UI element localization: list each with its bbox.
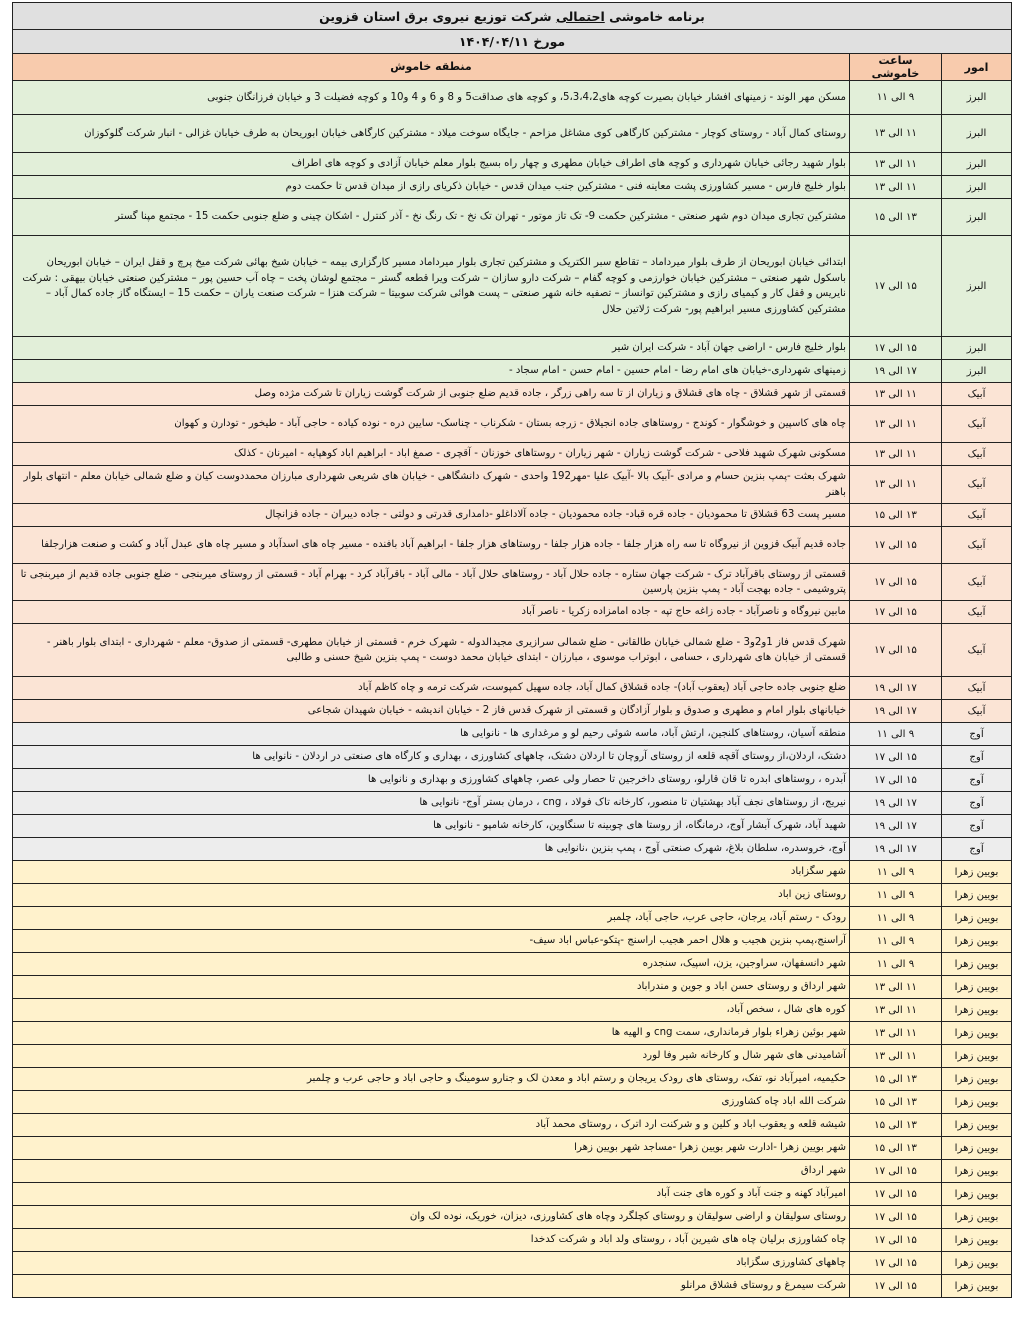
table-row — [13, 406, 1012, 443]
cell-omur: آوج — [942, 792, 1012, 815]
cell-omur: بویین زهرا — [942, 930, 1012, 953]
table-row — [13, 953, 1012, 976]
table-row — [13, 153, 1012, 176]
table-row — [13, 884, 1012, 907]
cell-area: آراسنج،پمپ بنزین هجیب و هلال احمر هجیب اراسنج -پتکو-عباس اباد سیف- — [13, 930, 850, 953]
table-row — [13, 1160, 1012, 1183]
cell-area: آشامیدنی های شهر شال و کارخانه شیر وفا لورد — [13, 1045, 850, 1068]
cell-omur: آبیک — [942, 564, 1012, 601]
cell-omur: آوج — [942, 769, 1012, 792]
table-row — [13, 443, 1012, 466]
table-row — [13, 1114, 1012, 1137]
table-row — [13, 1045, 1012, 1068]
cell-time: ۱۵ الی ۱۷ — [850, 1229, 942, 1252]
cell-time: ۱۷ الی ۱۹ — [850, 677, 942, 700]
cell-omur: آوج — [942, 815, 1012, 838]
cell-time: ۱۱ الی ۱۳ — [850, 406, 942, 443]
table-row — [13, 1183, 1012, 1206]
cell-area: رودک - رستم آباد، یرجان، حاجی عرب، حاجی آباد، چلمبر — [13, 907, 850, 930]
cell-time: ۱۳ الی ۱۵ — [850, 504, 942, 527]
cell-time: ۱۱ الی ۱۳ — [850, 466, 942, 504]
title-suffix: شرکت توزیع نیروی برق استان قزوین — [319, 8, 556, 24]
cell-area: مسکونی شهرک شهید فلاحی - شرکت گوشت زیاران - شهر زیاران - روستاهای خوزنان - آقچری - صمغ اباد - ابراهیم اباد کوهپایه - امیرنان - کذلک — [13, 443, 850, 466]
header-omur: امور — [942, 54, 1012, 81]
cell-time: ۱۵ الی ۱۷ — [850, 1252, 942, 1275]
table-row — [13, 999, 1012, 1022]
cell-time: ۱۵ الی ۱۷ — [850, 1206, 942, 1229]
cell-time: ۱۱ الی ۱۳ — [850, 176, 942, 199]
cell-omur: بویین زهرا — [942, 1022, 1012, 1045]
cell-area: کوره های شال ، سخص آباد، — [13, 999, 850, 1022]
cell-omur: البرز — [942, 199, 1012, 236]
cell-time: ۱۷ الی ۱۹ — [850, 838, 942, 861]
cell-time: ۱۱ الی ۱۳ — [850, 443, 942, 466]
cell-omur: آبیک — [942, 677, 1012, 700]
cell-omur: بویین زهرا — [942, 1114, 1012, 1137]
cell-area: شهر ارداق و روستای حسن اباد و جوین و مندراباد — [13, 976, 850, 999]
cell-omur: آبیک — [942, 504, 1012, 527]
cell-time: ۱۷ الی ۱۹ — [850, 700, 942, 723]
cell-area: نیریج، از روستاهای نجف آباد بهشتیان تا منصور، کارخانه تاک فولاد ، cng ، درمان بستر آوج- نانوایی ها — [13, 792, 850, 815]
cell-time: ۱۵ الی ۱۷ — [850, 624, 942, 677]
cell-omur: بویین زهرا — [942, 1206, 1012, 1229]
table-row — [13, 1068, 1012, 1091]
document-title — [13, 3, 1012, 30]
cell-time: ۱۱ الی ۱۳ — [850, 976, 942, 999]
table-row — [13, 677, 1012, 700]
cell-omur: بویین زهرا — [942, 1045, 1012, 1068]
cell-area: مابین نیروگاه و ناصرآباد - جاده زاغه حاج تپه - جاده امامزاده زکریا - ناصر آباد — [13, 601, 850, 624]
table-row — [13, 624, 1012, 677]
cell-omur: بویین زهرا — [942, 884, 1012, 907]
cell-area: ابتدائی خیابان ابوریحان از طرف بلوار میرداماد – تقاطع سبر الکتریک و مشترکین تجاری بلوار میرداماد مسیر کارگزاری بیمه – خیابان شیخ بهائی شرکت میخ پرچ و قفل ایران – خیابان ابوریحان باسکول شهر صنعتی – مشترکین خیابان خوارزمی و کوچه گفام – شرکت دارو سازان – شرکت ویرا قطعه گستر – مجتمع لوشان پخت – چاه آب حسین پور – مشترکین صنعتی خیابان بیهقی : شرکت نایریس و قفل کار و کیمیای رازی و مشترکین توانساز – تصفیه خانه شهر صنعتی – پست هوائی شرکت سوبیتا – شرکت هنزا – شرکت صنعت یاران – حکمت 15 – ایستگاه گاز جاده کمال آباد – مشترکین کشاورزی مسیر ابراهیم پور- شرکت ژلاتین حلال — [13, 236, 850, 337]
cell-time: ۱۷ الی ۱۹ — [850, 815, 942, 838]
cell-time: ۱۳ الی ۱۵ — [850, 1068, 942, 1091]
cell-area: چاه های کاسپین و خوشگوار - کوندج - روستاهای جاده انجیلاق - زرجه بستان - شکرناب - چناسک- سایین دره - نوده کیاده - حاجی آباد - طیخور - تودارن و کهوان — [13, 406, 850, 443]
cell-time: ۱۳ الی ۱۵ — [850, 1091, 942, 1114]
cell-omur: بویین زهرا — [942, 1160, 1012, 1183]
table-row — [13, 1091, 1012, 1114]
cell-area: شهر بوئین زهراء بلوار فرمانداری، سمت cng و الهیه ها — [13, 1022, 850, 1045]
cell-omur: بویین زهرا — [942, 907, 1012, 930]
table-row — [13, 601, 1012, 624]
cell-time: ۱۵ الی ۱۷ — [850, 236, 942, 337]
table-row — [13, 337, 1012, 360]
cell-time: ۱۵ الی ۱۷ — [850, 601, 942, 624]
cell-time: ۱۳ الی ۱۵ — [850, 199, 942, 236]
document-date: مورخ ۱۴۰۴/۰۴/۱۱ — [13, 30, 1012, 54]
cell-time: ۹ الی ۱۱ — [850, 930, 942, 953]
cell-area: ضلع جنوبی جاده حاجی آباد (یعقوب آباد)- جاده قشلاق کمال آباد، جاده سهیل کمپوست، شرکت ترمه و چاه کاظم آباد — [13, 677, 850, 700]
cell-omur: آبیک — [942, 601, 1012, 624]
cell-time: ۹ الی ۱۱ — [850, 953, 942, 976]
table-row — [13, 815, 1012, 838]
table-row — [13, 746, 1012, 769]
table-row — [13, 527, 1012, 564]
cell-area: شهر دانسفهان، سراوجین، یزن، اسپیک، سنجدره — [13, 953, 850, 976]
cell-area: شهر بویین زهرا -ادارت شهر بویین زهرا -مساجد شهر بویین زهرا — [13, 1137, 850, 1160]
cell-area: بلوار شهید رجائی خیابان شهرداری و کوچه های اطراف خیابان مطهری و چهار راه بسیج بلوار معلم خیابان آزادی و کوچه های اطراف — [13, 153, 850, 176]
cell-time: ۱۳ الی ۱۵ — [850, 1114, 942, 1137]
table-row — [13, 1275, 1012, 1298]
cell-time: ۹ الی ۱۱ — [850, 861, 942, 884]
cell-omur: بویین زهرا — [942, 1183, 1012, 1206]
cell-time: ۱۱ الی ۱۳ — [850, 999, 942, 1022]
cell-area: مشترکین تجاری میدان دوم شهر صنعتی - مشترکین حکمت 9- تک تاز موتور - تهران تک نخ - تک رنگ نخ - آذر کنترل - اشکان چینی و ضلع جنوبی حکمت 15 - مجتمع مپنا گستر — [13, 199, 850, 236]
cell-omur: البرز — [942, 337, 1012, 360]
cell-area: منطقه آسیان، روستاهای کلنجین، ارتش آباد، ماسه شوئی رحیم لو و مرغداری ها - نانوایی ها — [13, 723, 850, 746]
cell-omur: بویین زهرا — [942, 1091, 1012, 1114]
cell-area: بلوار خلیج فارس - مسیر کشاورزی پشت معاینه فنی - مشترکین جنب میدان قدس - خیابان ذکریای رازی از میدان قدس تا حکمت دوم — [13, 176, 850, 199]
table-row — [13, 1206, 1012, 1229]
table-row — [13, 723, 1012, 746]
cell-time: ۱۳ الی ۱۵ — [850, 1137, 942, 1160]
cell-omur: البرز — [942, 115, 1012, 153]
cell-area: چاه کشاورزی برلیان چاه های شیرین آباد ، روستای ولد اباد و شرکت کدخدا — [13, 1229, 850, 1252]
cell-omur: آبیک — [942, 527, 1012, 564]
table-row — [13, 176, 1012, 199]
cell-omur: آبیک — [942, 383, 1012, 406]
cell-area: آبدره ، روستاهای ابدره تا قان قارلو، روستای داخرجین تا حصار ولی عصر، چاههای کشاورزی و بهداری و نانوایی ها — [13, 769, 850, 792]
cell-omur: بویین زهرا — [942, 1229, 1012, 1252]
cell-omur: البرز — [942, 153, 1012, 176]
cell-area: چاههای کشاورزی سگزاباد — [13, 1252, 850, 1275]
table-row — [13, 236, 1012, 337]
cell-area: شهرک قدس فاز 1و2و3 - ضلع شمالی خیابان طالقانی - ضلع شمالی سرازیری مجیدالدوله - شهرک خرم - قسمتی از خیابان مطهری- قسمتی از صدوق- معلم - شهرداری - ابتدای بلوار باهنر - قسمتی از خیابان های شهرداری ، حسامی ، ابوتراب موسوی ، مبارزان - ابتدای خیابان محمد دوست - پمپ بنزین شیخ حسنی و طالبی — [13, 624, 850, 677]
table-row — [13, 199, 1012, 236]
table-row — [13, 115, 1012, 153]
cell-area: شهید آباد، شهرک آبشار آوج، درمانگاه، از روستا های چوبینه تا سنگاوین، کارخانه شامپو - نانوایی ها — [13, 815, 850, 838]
column-header-row — [13, 54, 1012, 81]
cell-area: روستای کمال آباد - روستای کوچار - مشترکین کارگاهی کوی مشاغل مزاحم - جایگاه سوخت میلاد - مشترکین کارگاهی خیابان ابوریحان به طرف خیابان غزالی - انبار شرکت گلوکوزان — [13, 115, 850, 153]
cell-omur: آبیک — [942, 406, 1012, 443]
cell-time: ۱۱ الی ۱۳ — [850, 1045, 942, 1068]
cell-area: حکیمیه، امیرآباد نو، تفک، روستای های رودک یریجان و رستم اباد و معدن لک و جنارو سومینگ و حاجی اباد و حاجی عرب و چلمبر — [13, 1068, 850, 1091]
cell-area: خیابانهای بلوار امام و مطهری و صدوق و بلوار آزادگان و قسمتی از شهرک قدس فاز 2 - خیابان اندیشه - خیابان شهیدان شجاعی — [13, 700, 850, 723]
cell-area: مسکن مهر الوند - زمینهای افشار خیابان بصیرت کوچه های5،3،4،2، و کوچه های صداقت5 و 8 و 6 و 4 و10 و کوچه فضیلت 3 و خیابان فرزانگان جنوبی — [13, 81, 850, 115]
table-row — [13, 1022, 1012, 1045]
title-row — [13, 3, 1012, 30]
cell-area: شیشه قلعه و یعقوب اباد و کلین و و شرکنت ارد اترک ، روستای محمد آباد — [13, 1114, 850, 1137]
table-row — [13, 700, 1012, 723]
cell-omur: بویین زهرا — [942, 976, 1012, 999]
header-area: منطقه خاموش — [13, 54, 850, 81]
outage-schedule-table — [12, 2, 1012, 1298]
cell-omur: بویین زهرا — [942, 861, 1012, 884]
cell-time: ۱۵ الی ۱۷ — [850, 527, 942, 564]
cell-omur: آبیک — [942, 466, 1012, 504]
cell-omur: بویین زهرا — [942, 1252, 1012, 1275]
table-row — [13, 976, 1012, 999]
cell-omur: البرز — [942, 360, 1012, 383]
cell-area: دشتک، اردلان،از روستای آقچه قلعه از روستای آروچان تا اردلان دشتک، چاههای کشاورزی ، بهداری و کارگاه های صنعتی در اردلان - نانوایی ها — [13, 746, 850, 769]
table-row — [13, 792, 1012, 815]
cell-omur: آوج — [942, 723, 1012, 746]
cell-omur: البرز — [942, 176, 1012, 199]
cell-omur: البرز — [942, 81, 1012, 115]
table-row — [13, 466, 1012, 504]
cell-area: قسمتی از شهر قشلاق - چاه های قشلاق و زیاران از تا سه راهی زرگر ، جاده قدیم ضلع جنوبی از شرکت گوشت زیاران تا شرکت مژده وصل — [13, 383, 850, 406]
cell-omur: آبیک — [942, 700, 1012, 723]
table-row — [13, 360, 1012, 383]
table-row — [13, 504, 1012, 527]
cell-time: ۱۵ الی ۱۷ — [850, 564, 942, 601]
table-row — [13, 383, 1012, 406]
cell-time: ۱۵ الی ۱۷ — [850, 769, 942, 792]
cell-omur: بویین زهرا — [942, 999, 1012, 1022]
cell-area: قسمتی از روستای باقرآباد ترک - شرکت جهان ستاره - جاده حلال آباد - روستاهای حلال آباد - مالی آباد - باقرآباد کرد - بهرام آباد - قسمتی از روستای میربنجی - ضلع جنوبی جاده قدیم از میربنجی تا پتروشیمی - جاده بهجت آباد - پمپ بنزین پارسین — [13, 564, 850, 601]
table-row — [13, 564, 1012, 601]
cell-omur: بویین زهرا — [942, 1275, 1012, 1298]
cell-time: ۱۱ الی ۱۳ — [850, 115, 942, 153]
header-time: ساعت خاموشی — [850, 54, 942, 81]
date-row — [13, 30, 1012, 54]
table-row — [13, 1252, 1012, 1275]
cell-time: ۱۱ الی ۱۳ — [850, 153, 942, 176]
cell-area: بلوار خلیج فارس - اراضی جهان آباد - شرکت ایران شیر — [13, 337, 850, 360]
title-underlined-word: احتمالی — [555, 8, 605, 24]
table-row — [13, 1137, 1012, 1160]
table-row — [13, 907, 1012, 930]
cell-time: ۱۱ الی ۱۳ — [850, 383, 942, 406]
table-row — [13, 861, 1012, 884]
cell-area: مسیر پست 63 قشلاق تا محمودیان - جاده قره قباد- جاده محمودیان - جاده آلاداغلو -دامداری قدرتی و دولتی - جاده دیبران - جاده قزانچال — [13, 504, 850, 527]
cell-omur: بویین زهرا — [942, 1137, 1012, 1160]
cell-time: ۹ الی ۱۱ — [850, 81, 942, 115]
cell-area: روستای سولیقان و اراضی سولیقان و روستای کچلگرد وچاه های کشاورزی، دیزان، خوریک، نوده لک وان — [13, 1206, 850, 1229]
cell-omur: آوج — [942, 746, 1012, 769]
title-prefix: برنامه خاموشی — [604, 8, 705, 24]
cell-omur: البرز — [942, 236, 1012, 337]
cell-time: ۱۱ الی ۱۳ — [850, 1022, 942, 1045]
cell-omur: آبیک — [942, 443, 1012, 466]
cell-time: ۱۷ الی ۱۹ — [850, 792, 942, 815]
cell-area: شهر ارداق — [13, 1160, 850, 1183]
table-row — [13, 81, 1012, 115]
cell-area: امیرآباد کهنه و جنت آباد و کوره های جنت آباد — [13, 1183, 850, 1206]
cell-time: ۹ الی ۱۱ — [850, 907, 942, 930]
cell-omur: آبیک — [942, 624, 1012, 677]
cell-time: ۹ الی ۱۱ — [850, 884, 942, 907]
cell-time: ۱۵ الی ۱۷ — [850, 1160, 942, 1183]
cell-area: زمینهای شهرداری-خیابان های امام رضا - امام حسین - امام حسن - امام سجاد - — [13, 360, 850, 383]
cell-time: ۱۵ الی ۱۷ — [850, 1275, 942, 1298]
cell-area: شرکت الله اباد چاه کشاورزی — [13, 1091, 850, 1114]
cell-time: ۱۵ الی ۱۷ — [850, 746, 942, 769]
cell-area: روستای زین اباد — [13, 884, 850, 907]
cell-time: ۱۷ الی ۱۹ — [850, 360, 942, 383]
cell-omur: آوج — [942, 838, 1012, 861]
table-row — [13, 838, 1012, 861]
cell-omur: بویین زهرا — [942, 953, 1012, 976]
cell-time: ۱۵ الی ۱۷ — [850, 1183, 942, 1206]
table-row — [13, 930, 1012, 953]
cell-omur: بویین زهرا — [942, 1068, 1012, 1091]
cell-area: آوج، خروسدره، سلطان بلاغ، شهرک صنعتی آوج ، پمپ بنزین ،نانوایی ها — [13, 838, 850, 861]
cell-area: جاده قدیم آبیک قزوین از نیروگاه تا سه راه هزار جلفا - جاده هزار جلفا - روستاهای هزار جلفا - ابراهیم آباد بافنده - مسیر چاه های اسدآباد و مسیر چاه های عبدل آباد و کشت و صنعت هزارجلفا — [13, 527, 850, 564]
table-row — [13, 769, 1012, 792]
cell-time: ۹ الی ۱۱ — [850, 723, 942, 746]
cell-area: شهرک بعثت -پمپ بنزین حسام و مرادی -آبیک بالا -آبیک علیا -مهر192 واحدی - شهرک دانشگاهی - خیابان های شریعی شهرداری مبارزان محمددوست کیان و ضلع شمالی خیابان معلم - انتهای بلوار باهنر — [13, 466, 850, 504]
cell-area: شرکت سیمرغ و روستای قشلاق مرانلو — [13, 1275, 850, 1298]
cell-time: ۱۵ الی ۱۷ — [850, 337, 942, 360]
cell-area: شهر سگزاباد — [13, 861, 850, 884]
table-row — [13, 1229, 1012, 1252]
